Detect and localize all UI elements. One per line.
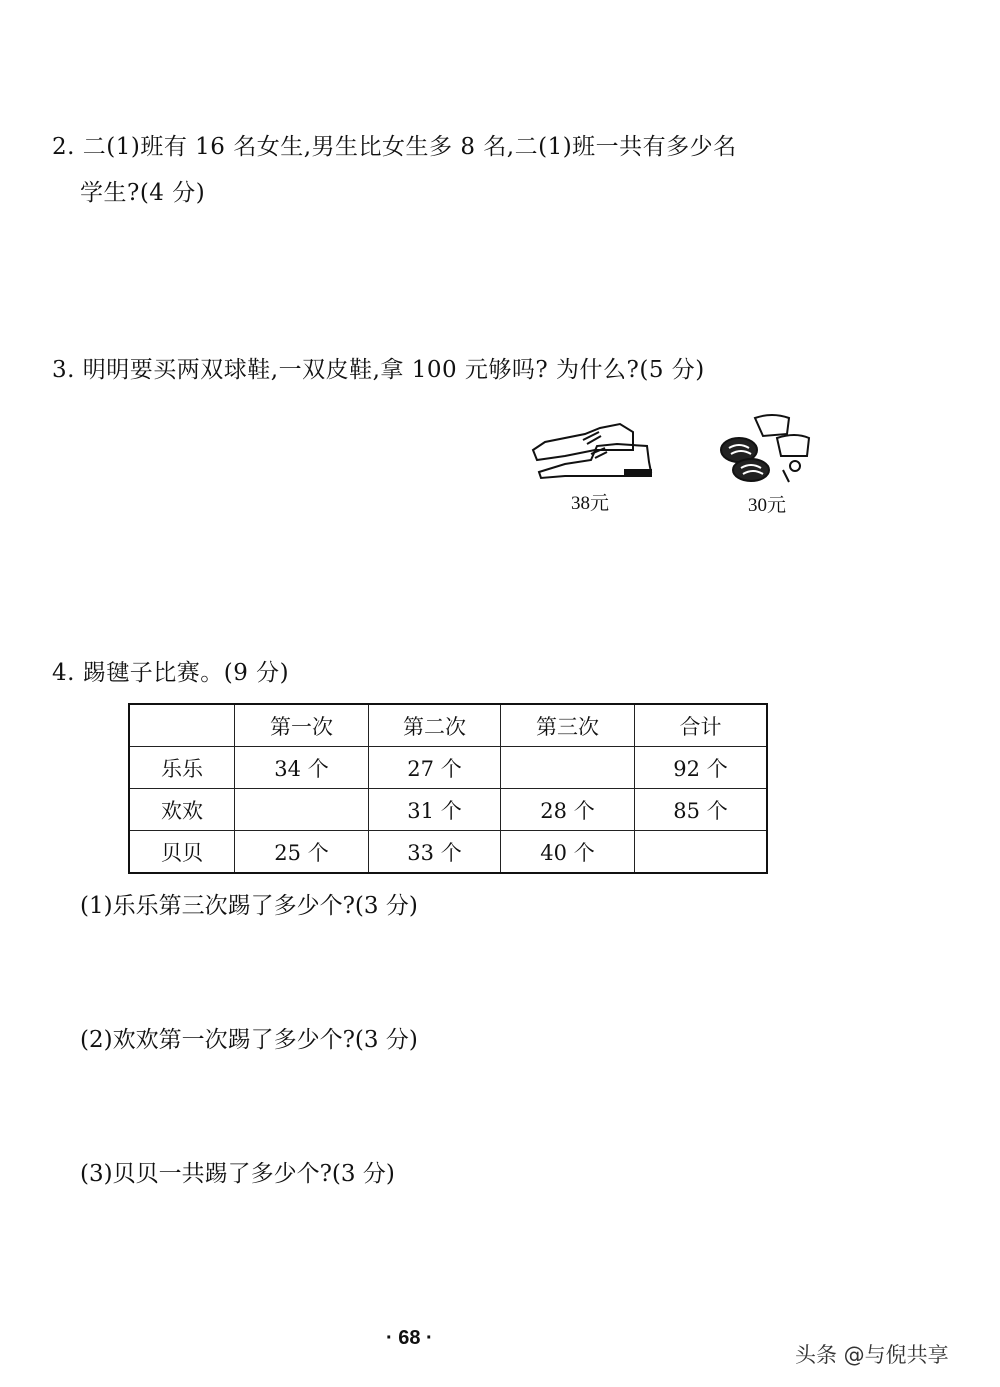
subquestion-3: (3)贝贝一共踢了多少个?(3 分) [80, 1161, 395, 1187]
table-header-cell: 合计 [635, 704, 768, 747]
table-cell: 34 个 [235, 747, 369, 789]
table-cell: 欢欢 [129, 789, 235, 831]
subquestion-1: (1)乐乐第三次踢了多少个?(3 分) [80, 893, 418, 919]
table-header-row [129, 704, 767, 747]
table-cell: 92 个 [635, 747, 768, 789]
table-cell: 乐乐 [129, 747, 235, 789]
table-row [129, 831, 767, 874]
table-cell [235, 789, 369, 831]
table-cell: 27 个 [369, 747, 501, 789]
table-cell: 31 个 [369, 789, 501, 831]
table-header-cell: 第三次 [501, 704, 635, 747]
table-cell: 贝贝 [129, 831, 235, 874]
subquestion-2: (2)欢欢第一次踢了多少个?(3 分) [80, 1027, 418, 1053]
table-row [129, 747, 767, 789]
shuttlecock-score-table [128, 703, 768, 874]
leather-shoes-price: 38元 [570, 493, 609, 514]
question-4-title: 4. 踢毽子比赛。(9 分) [52, 660, 290, 686]
question-3: 3. 明明要买两双球鞋,一双皮鞋,拿 100 元够吗? 为什么?(5 分) [52, 357, 705, 383]
table-row [129, 789, 767, 831]
table-cell: 28 个 [501, 789, 635, 831]
table-cell: 40 个 [501, 831, 635, 874]
table-cell [635, 831, 768, 874]
table-cell: 25 个 [235, 831, 369, 874]
sneakers-icon [717, 412, 817, 484]
table-cell: 33 个 [369, 831, 501, 874]
leather-shoes-icon [525, 420, 655, 482]
table-cell: 85 个 [635, 789, 768, 831]
question-2-line-2: 学生?(4 分) [80, 180, 206, 206]
question-2-line-1: 2. 二(1)班有 16 名女生,男生比女生多 8 名,二(1)班一共有多少名 [52, 134, 737, 160]
sneakers-item [712, 412, 822, 517]
page-number: · 68 · [386, 1327, 433, 1349]
table-header-cell: 第二次 [369, 704, 501, 747]
watermark: 头条 @与倪共享 [795, 1343, 949, 1367]
sneakers-price: 30元 [747, 495, 786, 516]
table-cell [501, 747, 635, 789]
table-header-cell [129, 704, 235, 747]
leather-shoes-item [520, 420, 660, 515]
table-header-cell: 第一次 [235, 704, 369, 747]
